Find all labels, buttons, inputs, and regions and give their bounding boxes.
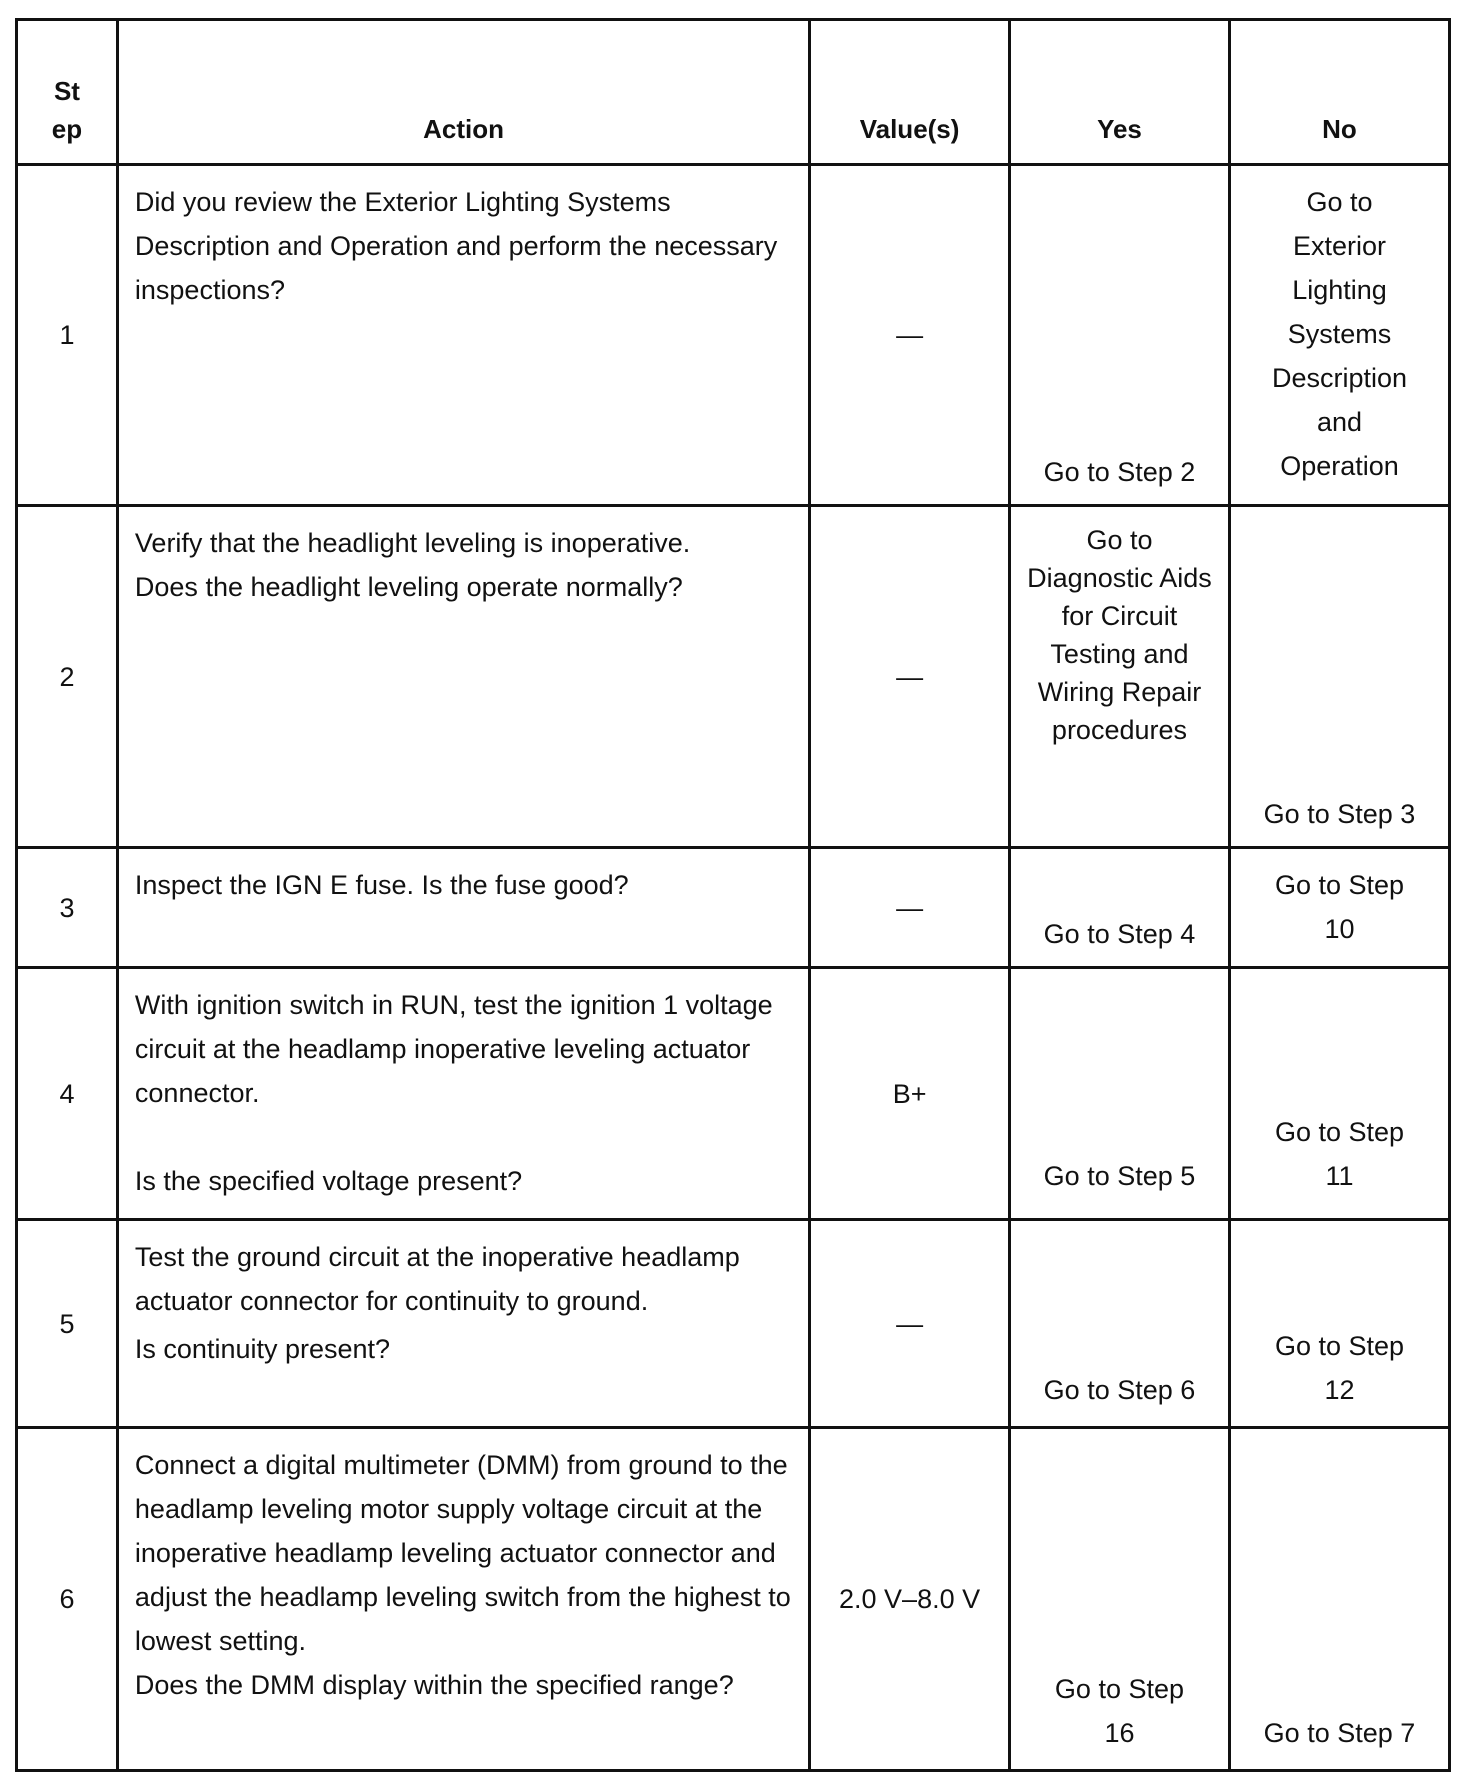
yes-cell — [1009, 848, 1229, 968]
table-row — [17, 1428, 1450, 1771]
action-cell — [117, 165, 809, 506]
no-link[interactable]: Go to Step 10 — [1274, 870, 1405, 944]
no-cell — [1229, 1220, 1449, 1428]
table-row — [17, 1220, 1450, 1428]
no-link[interactable]: Go to Step 12 — [1274, 1331, 1405, 1405]
no-cell — [1229, 1428, 1449, 1771]
header-values: Value(s) — [810, 20, 1010, 165]
yes-link[interactable]: Go to Step 6 — [1043, 1375, 1196, 1405]
step-number: 6 — [17, 1428, 118, 1771]
action-cell — [117, 1428, 809, 1771]
step-number: 1 — [17, 165, 118, 506]
action-text: Inspect the IGN E fuse. Is the fuse good? — [134, 870, 629, 900]
step-number: 4 — [17, 968, 118, 1220]
yes-link[interactable]: Go to Step 16 — [1054, 1674, 1185, 1748]
yes-cell — [1009, 506, 1229, 848]
header-yes: Yes — [1009, 20, 1229, 165]
action-text: Did you review the Exterior Lighting Systems Description and Operation and perform the necessary inspections? — [134, 187, 778, 305]
action-cell — [117, 848, 809, 968]
table-row — [17, 165, 1450, 506]
value-cell: B+ — [810, 968, 1010, 1220]
no-cell — [1229, 506, 1449, 848]
value-cell: — — [810, 1220, 1010, 1428]
step-number: 2 — [17, 506, 118, 848]
table-row — [17, 848, 1450, 968]
table-row — [17, 968, 1450, 1220]
value-cell: — — [810, 165, 1010, 506]
action-cell — [117, 1220, 809, 1428]
action-text: Verify that the headlight leveling is inoperative. — [134, 528, 691, 558]
value-cell: — — [810, 848, 1010, 968]
action-text: With ignition switch in RUN, test the ignition 1 voltage circuit at the headlamp inoperative leveling actuator connector. — [134, 990, 773, 1108]
header-action: Action — [117, 20, 809, 165]
diagnostic-table — [15, 18, 1451, 1772]
yes-link[interactable]: Go to Step 5 — [1043, 1161, 1196, 1191]
header-step: St ep — [17, 20, 118, 165]
action-text: Test the ground circuit at the inoperative headlamp actuator connector for continuity to ground. — [134, 1242, 740, 1316]
value-cell: 2.0 V–8.0 V — [810, 1428, 1010, 1771]
step-number: 5 — [17, 1220, 118, 1428]
header-row — [17, 20, 1450, 165]
no-cell — [1229, 165, 1449, 506]
yes-link[interactable]: Go to Step 4 — [1043, 919, 1196, 949]
no-link[interactable]: Go to Step 3 — [1263, 799, 1416, 829]
value-cell: — — [810, 506, 1010, 848]
action-question: Is the specified voltage present? — [134, 1166, 523, 1196]
no-link[interactable]: Go to Step 11 — [1274, 1117, 1405, 1191]
no-cell — [1229, 848, 1449, 968]
no-cell — [1229, 968, 1449, 1220]
action-question: Does the DMM display within the specified range? — [134, 1670, 734, 1700]
action-question: Does the headlight leveling operate normally? — [134, 572, 683, 602]
yes-cell — [1009, 1220, 1229, 1428]
action-cell — [117, 506, 809, 848]
yes-cell — [1009, 1428, 1229, 1771]
step-number: 3 — [17, 848, 118, 968]
no-link[interactable]: Go to Exterior Lighting Systems Description and Operation — [1271, 187, 1408, 481]
action-question: Is continuity present? — [134, 1334, 391, 1364]
yes-cell — [1009, 165, 1229, 506]
action-cell — [117, 968, 809, 1220]
yes-link[interactable]: Go to Diagnostic Aids for Circuit Testing and Wiring Repair procedures — [1027, 525, 1212, 745]
no-link[interactable]: Go to Step 7 — [1263, 1718, 1416, 1748]
table-row — [17, 506, 1450, 848]
yes-cell — [1009, 968, 1229, 1220]
action-text: Connect a digital multimeter (DMM) from ground to the headlamp leveling motor supply voltage circuit at the inoperative headlamp leveling actuator connector and adjust the headlamp leveling switch from the highest to lowest setting. — [134, 1450, 791, 1656]
yes-link[interactable]: Go to Step 2 — [1043, 457, 1196, 487]
header-no: No — [1229, 20, 1449, 165]
